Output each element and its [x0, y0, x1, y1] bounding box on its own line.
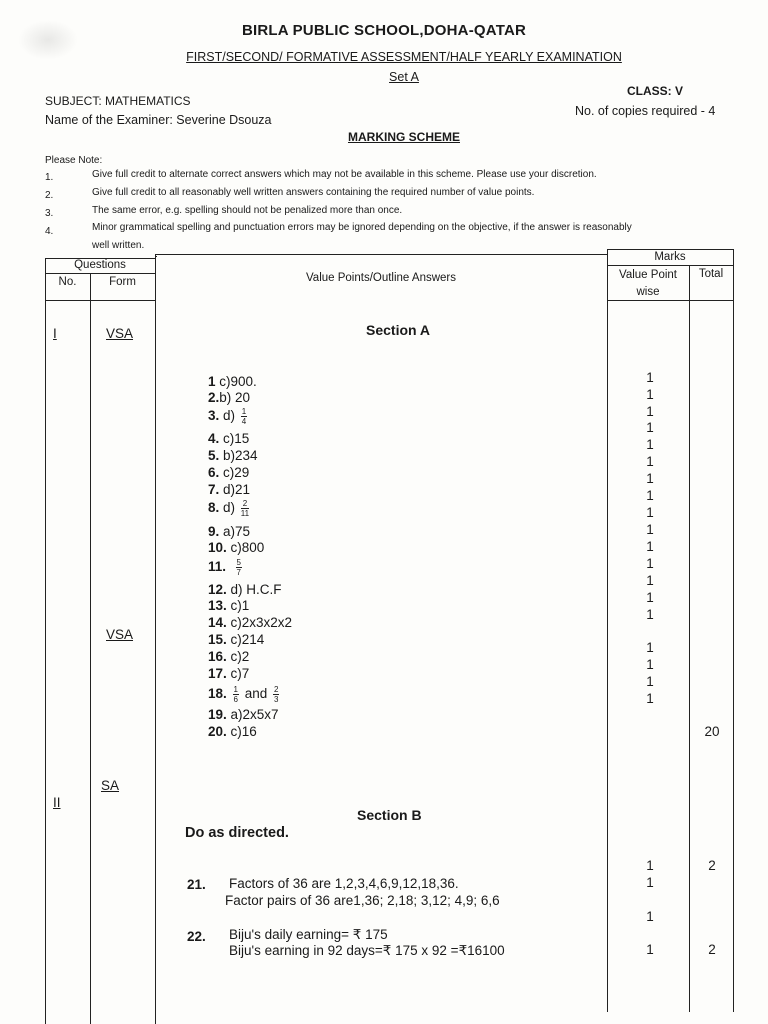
value-point-mark: 1	[646, 488, 654, 503]
value-point-mark: 1	[646, 674, 654, 689]
answer-text: c)900.	[215, 374, 257, 389]
answer-row	[208, 685, 281, 704]
form-answers-divider	[155, 254, 156, 1024]
answer-text	[227, 686, 231, 701]
note-number: 4.	[45, 226, 54, 237]
answer-number: 10.	[208, 540, 227, 555]
answer-row	[208, 707, 279, 722]
answer-row	[208, 632, 264, 647]
answer-fraction	[273, 685, 279, 704]
value-point-mark: 1	[646, 590, 654, 605]
answer-text	[226, 559, 234, 574]
answers-marks-divider	[607, 249, 608, 1012]
answer-number: 5.	[208, 448, 220, 463]
answer-row	[208, 407, 249, 426]
note-number: 2.	[45, 190, 54, 201]
answer-number: 11.	[208, 559, 227, 575]
answer-row	[208, 666, 249, 681]
header-bottom-line	[45, 300, 155, 301]
answer-number: 3.	[208, 408, 220, 424]
q22-total: 2	[708, 942, 716, 957]
answer-row	[208, 724, 257, 739]
value-point-mark: 1	[646, 539, 654, 554]
answer-number: 13.	[208, 598, 227, 613]
section-a-total: 20	[704, 724, 720, 739]
value-point-mark: 1	[646, 454, 654, 469]
answer-text: c)7	[226, 666, 250, 681]
answer-fraction	[241, 407, 247, 426]
section-a-form-2: VSA	[106, 627, 134, 642]
value-point-mark: 1	[646, 858, 654, 873]
value-point-mark: 1	[646, 573, 654, 588]
answer-number: 7.	[208, 482, 220, 497]
fraction-numerator: 1	[233, 685, 238, 694]
answer-number: 1	[208, 374, 216, 389]
value-point-mark: 1	[646, 387, 654, 402]
value-point-mark: 1	[646, 471, 654, 486]
q21-line-2: Factor pairs of 36 are1,36; 2,18; 3,12; 4,9; 6,6	[225, 893, 500, 908]
value-point-header: Value Point	[619, 269, 677, 281]
q21-total: 2	[708, 858, 716, 873]
answer-text: c)214	[226, 632, 265, 647]
answer-row	[208, 558, 244, 577]
fraction-denominator: 6	[233, 695, 238, 704]
table-left-border	[45, 258, 46, 1024]
school-name: BIRLA PUBLIC SCHOOL,DOHA-QATAR	[241, 22, 527, 39]
total-header: Total	[698, 268, 724, 280]
no-header: No.	[58, 276, 77, 288]
table-right-border	[733, 249, 734, 1012]
marks-subheader-line	[607, 265, 733, 266]
answer-row	[208, 448, 258, 463]
answer-row	[208, 431, 249, 446]
answer-row	[208, 374, 257, 389]
value-point-mark: 1	[646, 640, 654, 655]
value-point-mark: 1	[646, 370, 654, 385]
fraction-denominator: 11	[240, 509, 250, 518]
value-point-mark: 1	[646, 522, 654, 537]
answer-row	[208, 482, 250, 497]
answer-number: 19.	[208, 707, 227, 722]
value-point-mark: 1	[646, 875, 654, 890]
value-point-mark: 1	[646, 505, 654, 520]
examiner-line: Name of the Examiner: Severine Dsouza	[45, 113, 272, 127]
copies-required: No. of copies required - 4	[575, 104, 716, 118]
fraction-numerator: 2	[274, 685, 279, 694]
answer-row	[208, 524, 250, 539]
value-point-mark: 1	[646, 657, 654, 672]
answer-text: d)21	[219, 482, 251, 497]
answer-number: 14.	[208, 615, 227, 630]
answer-text: c)15	[219, 431, 250, 446]
set-label: Set A	[389, 70, 419, 84]
answer-number: 9.	[208, 524, 220, 539]
answer-text: a)2x5x7	[226, 707, 279, 722]
section-a-number: I	[53, 326, 57, 341]
answer-fraction	[236, 558, 242, 577]
answer-text: c)16	[226, 724, 257, 739]
no-form-divider	[90, 273, 91, 1024]
answer-row	[208, 390, 250, 405]
note-text: Minor grammatical spelling and punctuation errors may be ignored depending on the objective, if the answer is reasonably	[92, 222, 632, 233]
section-a-form: VSA	[106, 326, 134, 341]
answer-fraction	[233, 685, 239, 704]
table-top-border	[155, 254, 607, 255]
answer-row	[208, 582, 282, 597]
answer-text: b) 20	[219, 390, 251, 405]
value-point-mark: 1	[646, 942, 654, 957]
value-point-mark: 1	[646, 437, 654, 452]
answer-text: c)800	[226, 540, 265, 555]
note-text: well written.	[92, 240, 145, 251]
fraction-denominator: 7	[236, 568, 241, 577]
questions-header: Questions	[74, 259, 126, 271]
answer-text: d)	[219, 408, 239, 424]
table-top-border	[607, 249, 733, 250]
fraction-numerator: 5	[236, 558, 241, 567]
answer-text: d) H.C.F	[226, 582, 282, 597]
section-b-form: SA	[101, 778, 120, 793]
questions-subheader-line	[45, 273, 155, 274]
q21-line-1: Factors of 36 are 1,2,3,4,6,9,12,18,36.	[229, 876, 459, 891]
valuepoint-total-divider	[689, 265, 690, 1012]
value-point-mark: 1	[646, 909, 654, 924]
answer-row	[208, 615, 292, 630]
answer-fraction	[241, 499, 249, 518]
answer-number: 17.	[208, 666, 227, 681]
fraction-numerator: 1	[241, 407, 247, 416]
q22-line-2: Biju's earning in 92 days=₹ 175 x 92 =₹16100	[229, 943, 505, 958]
answer-number: 12.	[208, 582, 227, 597]
section-a-title: Section A	[366, 322, 431, 338]
fraction-numerator: 2	[242, 499, 248, 508]
answer-row	[208, 598, 249, 613]
note-text: Give full credit to all reasonably well written answers containing the required number of value points.	[92, 187, 535, 198]
answer-number: 16.	[208, 649, 227, 664]
value-point-wise-header: wise	[636, 286, 660, 298]
section-b-directive: Do as directed.	[185, 825, 289, 841]
answer-row	[208, 649, 249, 664]
q22-number: 22.	[187, 929, 206, 944]
note-text: Give full credit to alternate correct answers which may not be available in this scheme. Please use your discretion.	[92, 169, 597, 180]
fraction-denominator: 3	[274, 695, 279, 704]
note-number: 3.	[45, 208, 54, 219]
marking-scheme-title: MARKING SCHEME	[347, 130, 460, 144]
answer-number: 4.	[208, 431, 220, 446]
notes-heading: Please Note:	[45, 155, 103, 166]
value-point-mark: 1	[646, 607, 654, 622]
value-point-mark: 1	[646, 420, 654, 435]
answer-text: a)75	[219, 524, 251, 539]
answer-row	[208, 499, 251, 518]
value-point-mark: 1	[646, 404, 654, 419]
subject-line: SUBJECT: MATHEMATICS	[45, 94, 191, 108]
answer-number: 8.	[208, 500, 220, 516]
section-b-title: Section B	[357, 807, 422, 823]
answer-text: d)	[219, 500, 239, 516]
class-label: CLASS: V	[627, 84, 684, 98]
answer-text: c)2x3x2x2	[226, 615, 293, 630]
header-bottom-line	[607, 300, 733, 301]
marks-header: Marks	[654, 251, 686, 263]
answer-number: 20.	[208, 724, 227, 739]
answer-text: b)234	[219, 448, 258, 463]
answer-number: 2.	[208, 390, 220, 405]
q22-line-1: Biju's daily earning= ₹ 175	[229, 927, 388, 942]
note-text: The same error, e.g. spelling should not be penalized more than once.	[92, 205, 403, 216]
answer-text: and	[241, 686, 272, 702]
value-point-mark: 1	[646, 691, 654, 706]
answer-text: c)29	[219, 465, 250, 480]
answer-text: c)1	[226, 598, 250, 613]
answer-text: c)2	[226, 649, 250, 664]
note-number: 1.	[45, 172, 54, 183]
answer-number: 18.	[208, 686, 227, 702]
value-points-header: Value Points/Outline Answers	[305, 272, 456, 284]
answer-row	[208, 465, 249, 480]
q21-number: 21.	[187, 877, 206, 892]
answer-number: 15.	[208, 632, 227, 647]
answer-row	[208, 540, 264, 555]
form-header: Form	[109, 276, 136, 288]
value-point-mark: 1	[646, 556, 654, 571]
exam-title: FIRST/SECOND/ FORMATIVE ASSESSMENT/HALF YEARLY EXAMINATION	[186, 50, 622, 64]
section-b-number: II	[53, 795, 61, 810]
answer-number: 6.	[208, 465, 220, 480]
fraction-denominator: 4	[241, 417, 247, 426]
